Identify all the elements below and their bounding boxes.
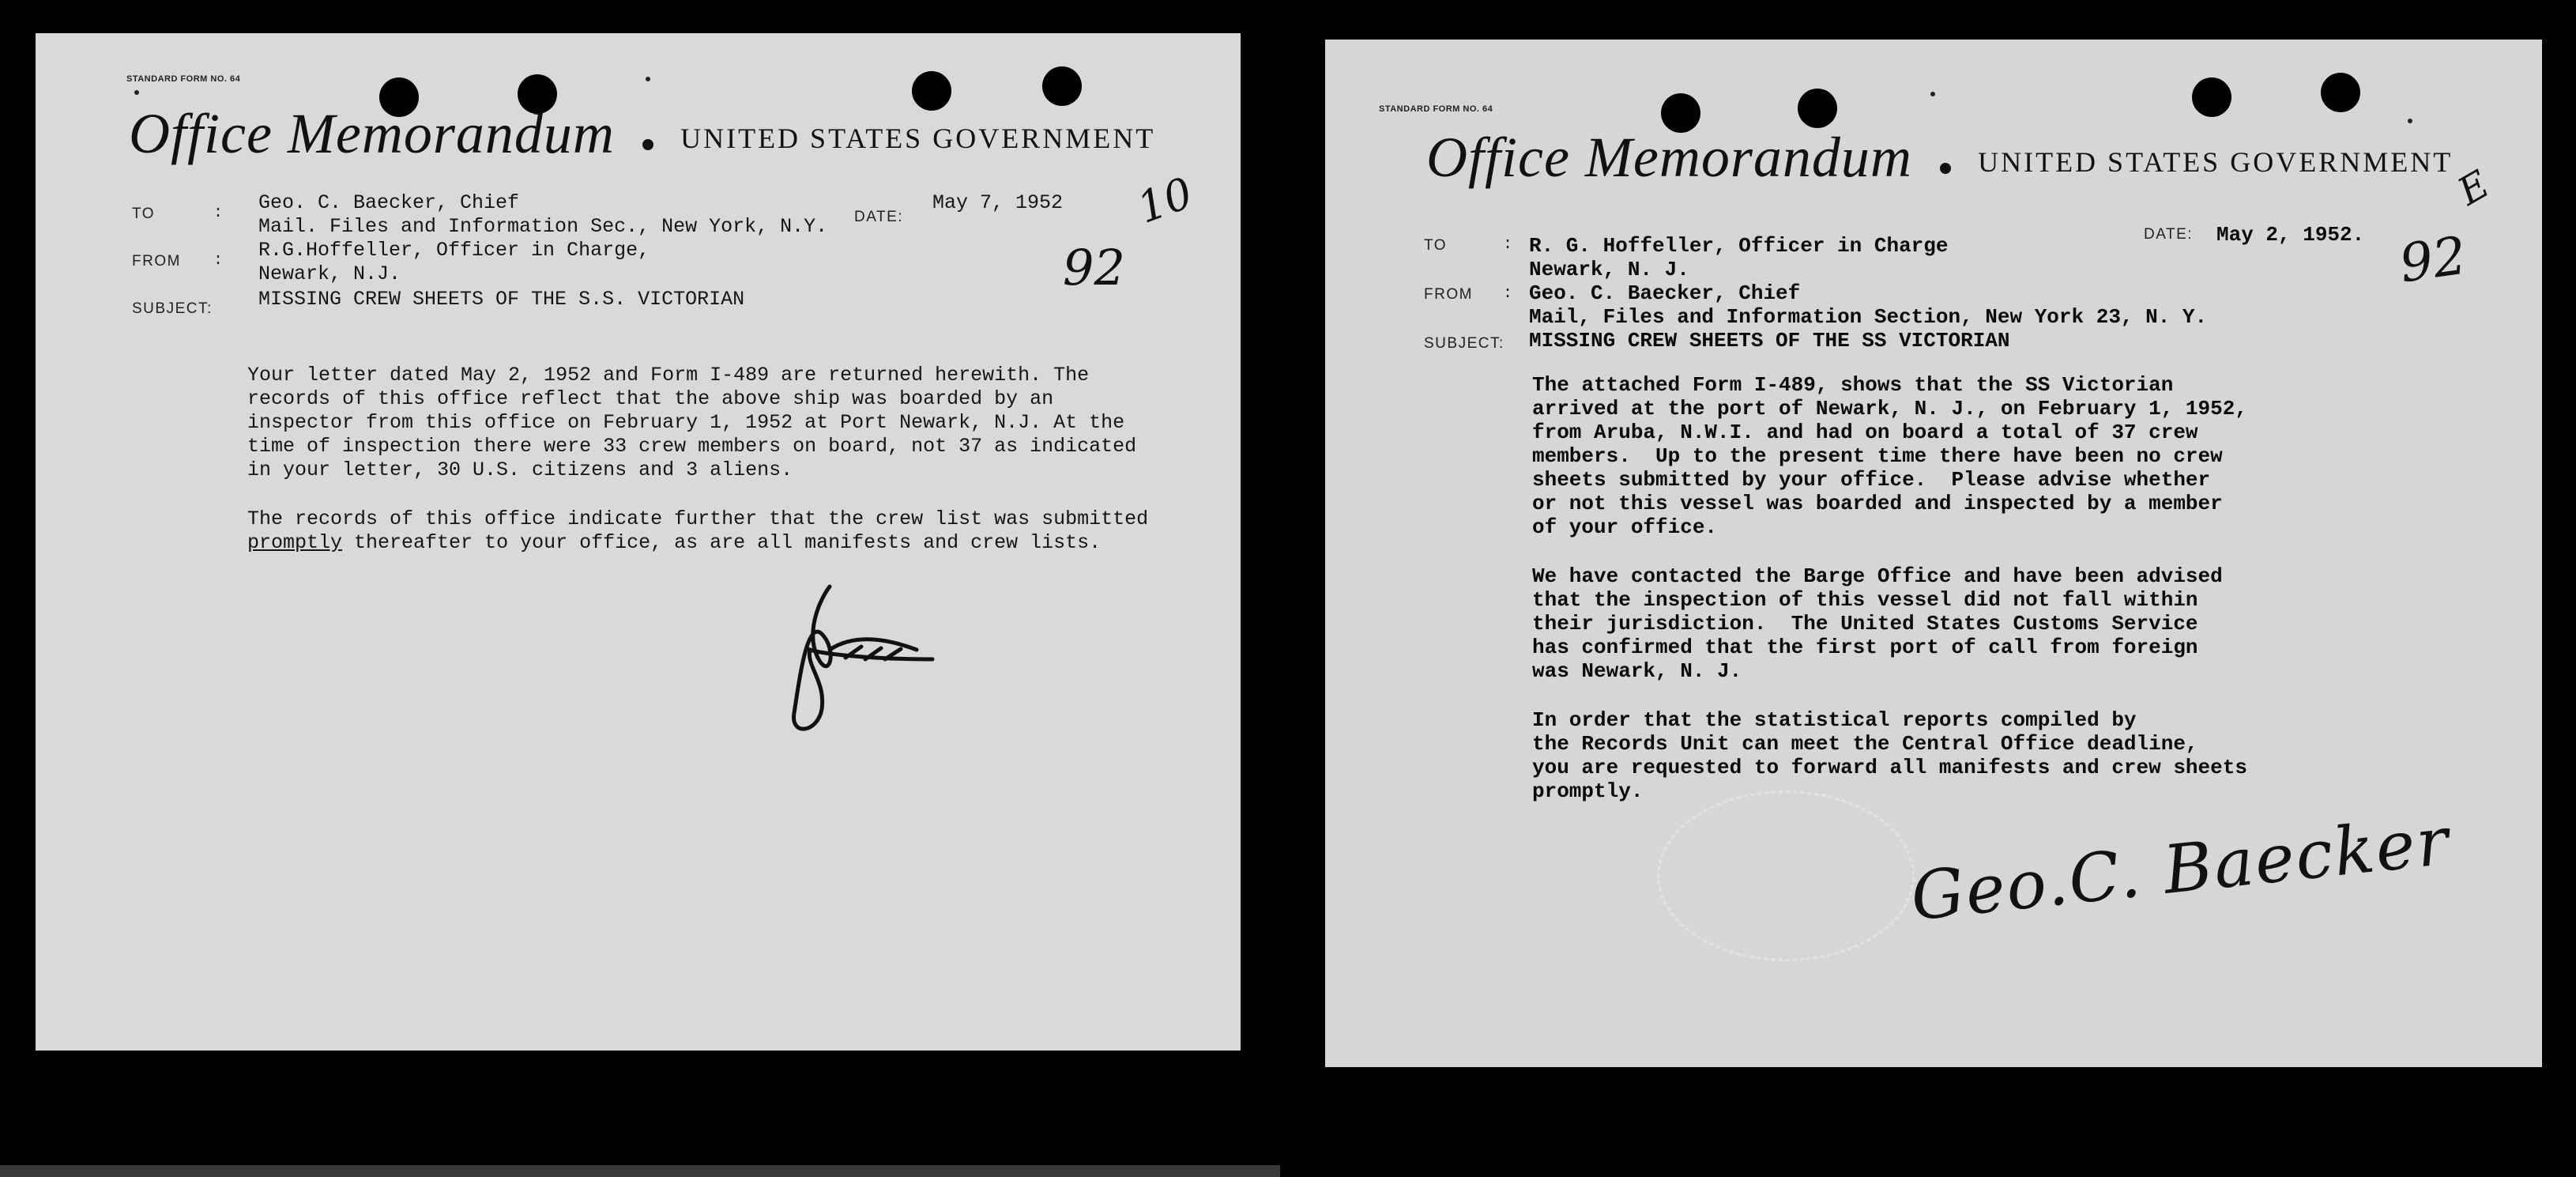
speck [2408, 119, 2412, 123]
from-line: Newark, N.J. [258, 262, 401, 285]
punch-hole [2321, 73, 2360, 112]
to-line: Mail. Files and Information Sec., New York, N.Y. [258, 215, 828, 238]
body-line: inspector from this office on February 1, 1952 at Port Newark, N.J. At the [247, 411, 1125, 434]
from-label: FROM [1424, 286, 1473, 303]
right-memo [1325, 40, 2542, 1067]
from-line: R.G.Hoffeller, Officer in Charge, [258, 239, 650, 262]
signature-scribble [774, 571, 956, 745]
body-line: has confirmed that the first port of call from foreign [1532, 636, 2198, 659]
body-line [247, 531, 1101, 555]
government-title: UNITED STATES GOVERNMENT [1978, 146, 2454, 178]
body-line: promptly. [1532, 779, 1644, 803]
date-label: DATE: [2144, 226, 2194, 243]
punch-hole [1042, 66, 1082, 106]
signature: Geo.C. Baecker [1907, 802, 2454, 936]
body-line: The attached Form I-489, shows that the SS Victorian [1532, 373, 2174, 397]
body-line: members. Up to the present time there have been no crew [1532, 444, 2223, 468]
body-line: the Records Unit can meet the Central Office deadline, [1532, 732, 2198, 756]
date-label: DATE: [854, 209, 904, 225]
government-title: UNITED STATES GOVERNMENT [680, 123, 1156, 154]
colon: : [1503, 236, 1513, 254]
body-line: of your office. [1532, 515, 1718, 539]
handwritten-mark: 92 [2396, 224, 2470, 295]
body-line: sheets submitted by your office. Please advise whether [1532, 468, 2211, 492]
date-value: May 7, 1952 [932, 191, 1064, 214]
memo-header [129, 101, 1155, 167]
from-line: Mail, Files and Information Section, New York 23, N. Y. [1529, 305, 2208, 329]
to-label: TO [132, 206, 156, 222]
punch-hole [2192, 77, 2231, 117]
bottom-strip [0, 1165, 1280, 1177]
body-line: you are requested to forward all manifests and crew sheets [1532, 756, 2247, 779]
faded-stamp [1657, 790, 1915, 961]
office-memorandum-title: Office Memorandum [1426, 126, 1912, 189]
to-label: TO [1424, 237, 1448, 254]
punch-hole [1798, 89, 1837, 128]
speck [1930, 92, 1935, 96]
body-line: We have contacted the Barge Office and have been advised [1532, 564, 2223, 588]
body-line: was Newark, N. J. [1532, 659, 1742, 683]
body-line: or not this vessel was boarded and inspected by a member [1532, 492, 2223, 515]
underlined-word: promptly [247, 531, 343, 554]
subject-value: MISSING CREW SHEETS OF THE SS VICTORIAN [1529, 329, 2010, 353]
form-number: STANDARD FORM NO. 64 [1379, 104, 1493, 114]
body-line: The records of this office indicate further that the crew list was submitted [247, 507, 1149, 530]
handwritten-mark: E [2450, 161, 2497, 215]
handwritten-mark: 92 [1063, 239, 1125, 296]
body-line: records of this office reflect that the above ship was boarded by an [247, 387, 1054, 410]
body-line: time of inspection there were 33 crew members on board, not 37 as indicated [247, 435, 1137, 458]
colon: : [213, 204, 224, 222]
handwritten-mark: 10 [1131, 168, 1199, 233]
body-line: In order that the statistical reports compiled by [1532, 708, 2137, 732]
from-label: FROM [132, 253, 181, 270]
left-memo [36, 33, 1241, 1051]
speck [646, 77, 650, 81]
speck [134, 90, 139, 95]
body-line: arrived at the port of Newark, N. J., on February 1, 1952, [1532, 397, 2247, 421]
form-number: STANDARD FORM NO. 64 [126, 74, 241, 84]
office-memorandum-title: Office Memorandum [129, 102, 615, 165]
subject-label: SUBJECT: [132, 300, 213, 317]
colon: : [1503, 285, 1513, 303]
subject-value: MISSING CREW SHEETS OF THE S.S. VICTORIAN [258, 288, 745, 311]
subject-label: SUBJECT: [1424, 335, 1505, 352]
memo-header [1426, 125, 2453, 191]
body-line: their jurisdiction. The United States Customs Service [1532, 612, 2198, 636]
body-line: Your letter dated May 2, 1952 and Form I-489 are returned herewith. The [247, 364, 1090, 387]
to-line: Geo. C. Baecker, Chief [258, 191, 520, 214]
body-line: in your letter, 30 U.S. citizens and 3 aliens. [247, 458, 793, 481]
body-line: that the inspection of this vessel did not fall within [1532, 588, 2198, 612]
from-line: Geo. C. Baecker, Chief [1529, 281, 1801, 305]
to-line: R. G. Hoffeller, Officer in Charge [1529, 234, 1949, 258]
body-line: from Aruba, N.W.I. and had on board a total of 37 crew [1532, 421, 2198, 444]
body-text: thereafter to your office, as are all manifests and crew lists. [342, 531, 1102, 554]
bullet-icon [642, 139, 653, 150]
bullet-icon [1940, 163, 1951, 174]
to-line: Newark, N. J. [1529, 258, 1689, 281]
colon: : [213, 251, 224, 270]
date-value: May 2, 1952. [2216, 223, 2365, 247]
